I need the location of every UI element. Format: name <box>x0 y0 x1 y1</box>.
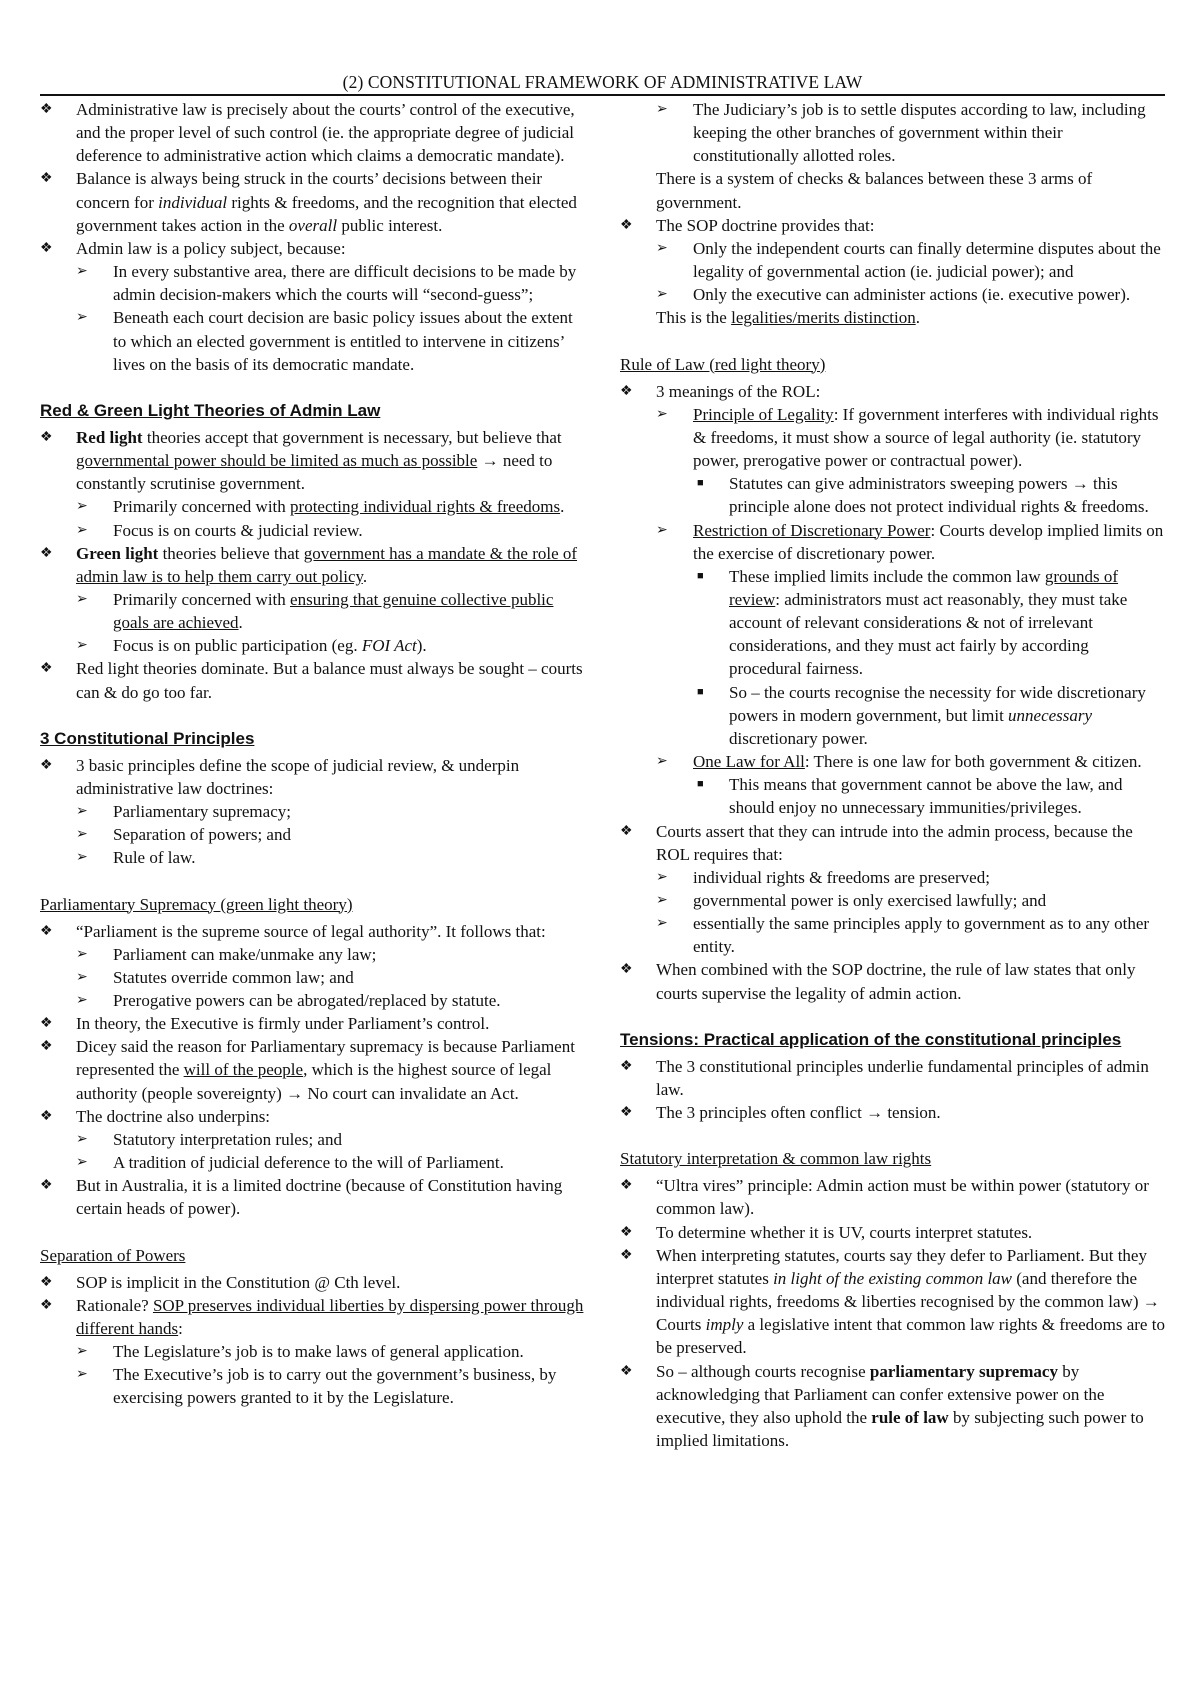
list-item-text: “Ultra vires” principle: Admin action must be within power (statutory or common law). <box>656 1176 1149 1219</box>
list-item-text: To determine whether it is UV, courts interpret statutes. <box>656 1222 1033 1242</box>
text-underline: government has a mandate & the role of admin law is to help them carry out policy <box>76 543 578 586</box>
sub-list-item <box>40 634 585 657</box>
list-item-text: Only the executive can administer actions (ie. executive power). <box>693 285 1131 305</box>
list-item <box>40 1174 585 1220</box>
arrowhead-bullet-icon: ➢ <box>76 946 88 962</box>
section-heading: Tensions: Practical application of the constitutional principles <box>620 1029 1122 1049</box>
list-item-text: When combined with the SOP doctrine, the rule of law states that only courts supervise the legality of admin action. <box>656 960 1136 1003</box>
text-italic: in light of the existing common law <box>773 1268 1012 1288</box>
text-underline: grounds of review <box>729 566 1119 609</box>
sub-list-item <box>620 750 1165 773</box>
text-run: : administrators must act reasonably, they must take account of relevant considerations & not of irrelevant considerations, and they must act fairly by according procedural fairness. <box>729 589 1128 679</box>
text-bold: Red light <box>76 427 143 447</box>
subsection-heading: Rule of Law (red light theory) <box>620 354 826 374</box>
document-page <box>40 72 1165 1450</box>
list-item-text: The Legislature’s job is to make laws of general application. <box>113 1342 524 1362</box>
sub-list-item <box>620 519 1165 565</box>
list-item <box>40 542 585 588</box>
list-item-text: Statutes override common law; and <box>113 967 354 987</box>
sub-list-item <box>40 260 585 306</box>
page-title: (2) CONSTITUTIONAL FRAMEWORK OF ADMINISTRATIVE LAW <box>40 72 1165 96</box>
sub-list-item <box>40 588 585 634</box>
list-item-text: The SOP doctrine provides that: <box>656 215 875 235</box>
rol-list <box>620 380 1165 1005</box>
arrowhead-bullet-icon: ➢ <box>656 406 668 422</box>
subsection-heading: Statutory interpretation & common law rights <box>620 1149 932 1169</box>
list-item <box>40 237 585 260</box>
text-run: This is the <box>656 308 732 328</box>
diamond-bullet-icon: ❖ <box>40 1274 53 1290</box>
text-underline: Restriction of Discretionary Power <box>693 520 931 540</box>
list-item-text: The 3 principles often conflict → tension. <box>656 1103 941 1123</box>
list-item-text: individual rights & freedoms are preserved; <box>693 867 990 887</box>
diamond-bullet-icon: ❖ <box>40 1016 53 1032</box>
sub-list-item <box>620 283 1165 306</box>
sub-sub-list-item <box>620 773 1165 819</box>
list-item <box>40 98 585 167</box>
arrowhead-bullet-icon: ➢ <box>656 287 668 303</box>
list-item <box>40 657 585 703</box>
text-run: Rationale? <box>76 1295 153 1315</box>
arrowhead-bullet-icon: ➢ <box>76 1155 88 1171</box>
red-green-list <box>40 426 585 704</box>
list-item-text: Courts assert that they can intrude into the admin process, because the ROL requires that: <box>656 821 1133 864</box>
sub-sub-list-item <box>620 472 1165 518</box>
list-item <box>620 1360 1165 1453</box>
arrowhead-bullet-icon: ➢ <box>656 869 668 885</box>
section-heading: Red & Green Light Theories of Admin Law <box>40 400 381 420</box>
sub-list-item <box>40 519 585 542</box>
list-item <box>620 1101 1165 1124</box>
sub-list-item <box>40 846 585 869</box>
list-item-text: 3 basic principles define the scope of judicial review, & underpin administrative law doctrines: <box>76 755 520 798</box>
list-item <box>40 754 585 800</box>
text-underline: SOP preserves individual liberties by dispersing power through different hands <box>76 1295 584 1338</box>
arrowhead-bullet-icon: ➢ <box>76 591 88 607</box>
list-item-text: SOP is implicit in the Constitution @ Cth level. <box>76 1272 401 1292</box>
text-run: by subjecting such power to implied limitations. <box>656 1407 1144 1450</box>
text-run: These implied limits include the common law <box>729 566 1045 586</box>
text-run: : <box>178 1318 183 1338</box>
left-column <box>40 98 585 1410</box>
text-run: discretionary power. <box>729 728 868 748</box>
principles-list <box>40 754 585 870</box>
text-italic: overall <box>288 215 338 235</box>
arrowhead-bullet-icon: ➢ <box>76 993 88 1008</box>
arrowhead-bullet-icon: ➢ <box>76 310 88 326</box>
diamond-bullet-icon: ❖ <box>620 383 633 399</box>
list-item-text: This means that government cannot be above the law, and should enjoy no unnecessary immunities/privileges. <box>729 775 1123 818</box>
diamond-bullet-icon: ❖ <box>40 240 53 256</box>
list-item <box>40 1271 585 1294</box>
list-item-text: Parliament can make/unmake any law; <box>113 944 377 964</box>
diamond-bullet-icon: ❖ <box>620 1247 633 1263</box>
arrowhead-bullet-icon: ➢ <box>76 969 88 985</box>
text-italic: unnecessary <box>1008 705 1093 725</box>
list-item-text: Only the independent courts can finally determine disputes about the legality of governmental action (ie. judicial power); and <box>693 238 1161 282</box>
arrowhead-bullet-icon: ➢ <box>76 1344 88 1360</box>
diamond-bullet-icon: ❖ <box>40 1178 53 1194</box>
sub-list-item <box>620 912 1165 958</box>
arrowhead-bullet-icon: ➢ <box>76 850 88 866</box>
sub-list-item <box>40 495 585 518</box>
list-item-text: “Parliament is the supreme source of legal authority”. It follows that: <box>76 921 546 941</box>
text-underline: ensuring that genuine collective public goals are achieved <box>113 589 554 633</box>
sop-list-right <box>620 98 1165 167</box>
diamond-bullet-icon: ❖ <box>40 102 53 117</box>
list-item-text: Administrative law is precisely about the courts’ control of the executive, and the proper level of such control (ie. the appropriate degree of judicial deference to administrative action which claims a democratic mandate). <box>76 100 575 166</box>
list-item-text: Statutory interpretation rules; and <box>113 1129 342 1149</box>
arrowhead-bullet-icon: ➢ <box>76 827 88 843</box>
subsection-heading: Separation of Powers <box>40 1245 186 1265</box>
list-item <box>620 1221 1165 1244</box>
text-run: → need to constantly scrutinise government. <box>76 451 553 494</box>
arrowhead-bullet-icon: ➢ <box>656 240 668 256</box>
text-run: When interpreting statutes, courts say they defer to Parliament. But they interpret statutes <box>656 1245 1147 1288</box>
arrowhead-bullet-icon: ➢ <box>656 754 668 770</box>
text-underline: will of the people <box>183 1060 304 1080</box>
square-bullet-icon: ■ <box>697 685 704 698</box>
right-column <box>620 98 1165 1452</box>
list-item-text: essentially the same principles apply to government as to any other entity. <box>693 914 1150 957</box>
text-italic: FOI Act <box>361 636 417 656</box>
list-item-text: Beneath each court decision are basic policy issues about the extent to which an elected government is entitled to intervene in citizens’ lives on the basis of its democratic mandate. <box>113 308 573 374</box>
sub-list-item <box>620 237 1165 283</box>
square-bullet-icon: ■ <box>697 778 704 791</box>
list-item <box>620 820 1165 866</box>
list-item <box>40 426 585 495</box>
list-item-text: Prerogative powers can be abrogated/replaced by statute. <box>113 991 501 1010</box>
list-item-text: The 3 constitutional principles underlie fundamental principles of admin law. <box>656 1056 1149 1099</box>
arrowhead-bullet-icon: ➢ <box>76 1367 88 1383</box>
text-run: public interest. <box>337 215 443 235</box>
list-item-text: Statutes can give administrators sweeping powers → this principle alone does not protect individual rights & freedoms. <box>729 474 1149 517</box>
sub-list-item <box>40 989 585 1012</box>
list-item-text: In every substantive area, there are difficult decisions to be made by admin decision-makers which the courts will “second-guess”; <box>113 262 577 305</box>
list-item-text: The doctrine also underpins: <box>76 1106 271 1126</box>
sub-list-item <box>40 800 585 823</box>
text-run: Balance is always being struck in the courts’ decisions between their concern for <box>76 169 543 212</box>
sub-list-item <box>40 1340 585 1363</box>
text-run: a legislative intent that common law rights & freedoms are to be preserved. <box>656 1315 1165 1358</box>
diamond-bullet-icon: ❖ <box>620 823 633 839</box>
arrowhead-bullet-icon: ➢ <box>76 804 88 820</box>
arrowhead-bullet-icon: ➢ <box>76 522 88 538</box>
list-item <box>620 1244 1165 1360</box>
list-item-text: Focus is on courts & judicial review. <box>113 520 363 540</box>
diamond-bullet-icon: ❖ <box>40 757 53 773</box>
list-item-text: governmental power is only exercised lawfully; and <box>693 891 1047 910</box>
sub-list-item <box>620 889 1165 912</box>
arrowhead-bullet-icon: ➢ <box>76 1131 88 1147</box>
diamond-bullet-icon: ❖ <box>40 171 53 187</box>
list-item <box>620 1174 1165 1220</box>
text-run: . <box>915 308 920 328</box>
text-run: theories believe that <box>158 543 304 563</box>
list-item <box>620 1055 1165 1101</box>
sub-list-item <box>40 1128 585 1151</box>
text-run: : There is one law for both government & citizen. <box>804 752 1142 772</box>
parl-sup-list <box>40 920 585 1221</box>
diamond-bullet-icon: ❖ <box>40 661 53 677</box>
diamond-bullet-icon: ❖ <box>40 1108 53 1124</box>
text-run: (and therefore the individual rights, freedoms & liberties recognised by the common law) → Courts <box>656 1268 1160 1335</box>
text-bold: Green light <box>76 543 159 563</box>
sub-list-item <box>40 966 585 989</box>
arrowhead-bullet-icon: ➢ <box>656 893 668 908</box>
text-underline: governmental power should be limited as much as possible <box>76 451 478 471</box>
text-run: So – the courts recognise the necessity for wide discretionary powers in modern government, but limit <box>729 682 1146 725</box>
text-italic: imply <box>705 1315 744 1335</box>
list-item <box>40 1012 585 1035</box>
diamond-bullet-icon: ❖ <box>620 1058 633 1074</box>
intro-list <box>40 98 585 376</box>
list-item <box>40 167 585 236</box>
list-item <box>40 1035 585 1104</box>
text-underline: Principle of Legality <box>693 404 834 424</box>
square-bullet-icon: ■ <box>697 569 704 582</box>
text-run: by acknowledging that Parliament can confer extensive power on the executive, they also uphold the <box>656 1361 1105 1427</box>
square-bullet-icon: ■ <box>697 477 704 490</box>
text-run: Primarily concerned with <box>113 497 291 517</box>
text-run: : If government interferes with individual rights & freedoms, it must show a source of legal authority (ie. statutory power, prerogative power or contractual power). <box>693 404 1159 471</box>
diamond-bullet-icon: ❖ <box>620 1105 633 1121</box>
list-item-text: 3 meanings of the ROL: <box>656 381 821 401</box>
arrowhead-bullet-icon: ➢ <box>656 916 668 932</box>
sub-list-item <box>620 866 1165 889</box>
text-underline: One Law for All <box>693 752 805 772</box>
sub-sub-list-item <box>620 565 1165 681</box>
text-run: ). <box>416 636 427 656</box>
text-run: So – although courts recognise <box>656 1361 870 1381</box>
sub-list-item <box>40 1363 585 1409</box>
sub-list-item <box>620 403 1165 472</box>
list-item-text: The Executive’s job is to carry out the government’s business, by exercising powers granted to it by the Legislature. <box>113 1365 557 1408</box>
sop-list-left <box>40 1271 585 1410</box>
sub-list-item <box>40 823 585 846</box>
diamond-bullet-icon: ❖ <box>40 545 53 561</box>
stat-interp-list <box>620 1174 1165 1452</box>
paragraph <box>620 306 1165 329</box>
subsection-heading: Parliamentary Supremacy (green light theory) <box>40 894 353 914</box>
text-bold: rule of law <box>871 1407 949 1427</box>
text-run: . <box>560 497 565 517</box>
list-item-text: A tradition of judicial deference to the will of Parliament. <box>113 1153 504 1173</box>
text-run: Dicey said the reason for Parliamentary supremacy is because Parliament represented the <box>76 1037 575 1080</box>
list-item-text: In theory, the Executive is firmly under Parliament’s control. <box>76 1014 490 1034</box>
paragraph: There is a system of checks & balances between these 3 arms of government. <box>656 169 1093 212</box>
arrowhead-bullet-icon: ➢ <box>76 499 88 515</box>
text-run: rights & freedoms, and the recognition that elected government takes action in the <box>76 192 577 235</box>
diamond-bullet-icon: ❖ <box>620 1178 633 1194</box>
sub-list-item <box>40 1151 585 1174</box>
text-run: Primarily concerned with <box>113 589 291 609</box>
diamond-bullet-icon: ❖ <box>40 1039 53 1055</box>
sub-sub-list-item <box>620 681 1165 750</box>
list-item-text: Admin law is a policy subject, because: <box>76 238 346 258</box>
text-run: . <box>362 566 368 586</box>
list-item <box>40 920 585 943</box>
list-item <box>620 214 1165 237</box>
list-item <box>40 1294 585 1340</box>
arrowhead-bullet-icon: ➢ <box>656 522 668 538</box>
text-underline: legalities/merits distinction <box>731 308 916 328</box>
sub-list-item <box>40 306 585 375</box>
list-item-text: But in Australia, it is a limited doctrine (because of Constitution having certain heads of power). <box>76 1176 563 1219</box>
list-item <box>40 1105 585 1128</box>
section-heading: 3 Constitutional Principles <box>40 728 255 748</box>
list-item-text: Rule of law. <box>113 848 196 868</box>
diamond-bullet-icon: ❖ <box>40 923 53 939</box>
diamond-bullet-icon: ❖ <box>620 962 633 978</box>
list-item-text: Red light theories dominate. But a balance must always be sought – courts can & do go too far. <box>76 659 583 702</box>
text-run: theories accept that government is necessary, but believe that <box>142 427 562 447</box>
list-item-text: The Judiciary’s job is to settle disputes according to law, including keeping the other branches of government within their constitutionally allotted roles. <box>693 100 1146 166</box>
sub-list-item <box>620 98 1165 167</box>
arrowhead-bullet-icon: ➢ <box>656 102 668 117</box>
text-run: . <box>238 613 243 633</box>
list-item-text: Parliamentary supremacy; <box>113 802 291 822</box>
diamond-bullet-icon: ❖ <box>620 217 633 233</box>
diamond-bullet-icon: ❖ <box>620 1363 633 1379</box>
tensions-list <box>620 1055 1165 1124</box>
list-item <box>620 380 1165 403</box>
text-italic: individual <box>158 192 228 212</box>
arrowhead-bullet-icon: ➢ <box>76 638 88 654</box>
arrowhead-bullet-icon: ➢ <box>76 264 88 280</box>
list-item-text: Separation of powers; and <box>113 825 291 845</box>
sop-list-right-2 <box>620 214 1165 307</box>
diamond-bullet-icon: ❖ <box>40 1297 53 1313</box>
text-run: Focus is on public participation (eg. <box>113 636 362 656</box>
diamond-bullet-icon: ❖ <box>40 429 53 445</box>
diamond-bullet-icon: ❖ <box>620 1224 633 1240</box>
text-run: : Courts develop implied limits on the exercise of discretionary power. <box>693 520 1164 563</box>
sub-list-item <box>40 943 585 966</box>
list-item <box>620 958 1165 1004</box>
text-run: , which is the highest source of legal authority (people sovereignty) → No court can invalidate an Act. <box>76 1060 552 1103</box>
text-bold: parliamentary supremacy <box>869 1361 1058 1381</box>
text-underline: protecting individual rights & freedoms <box>290 497 561 517</box>
